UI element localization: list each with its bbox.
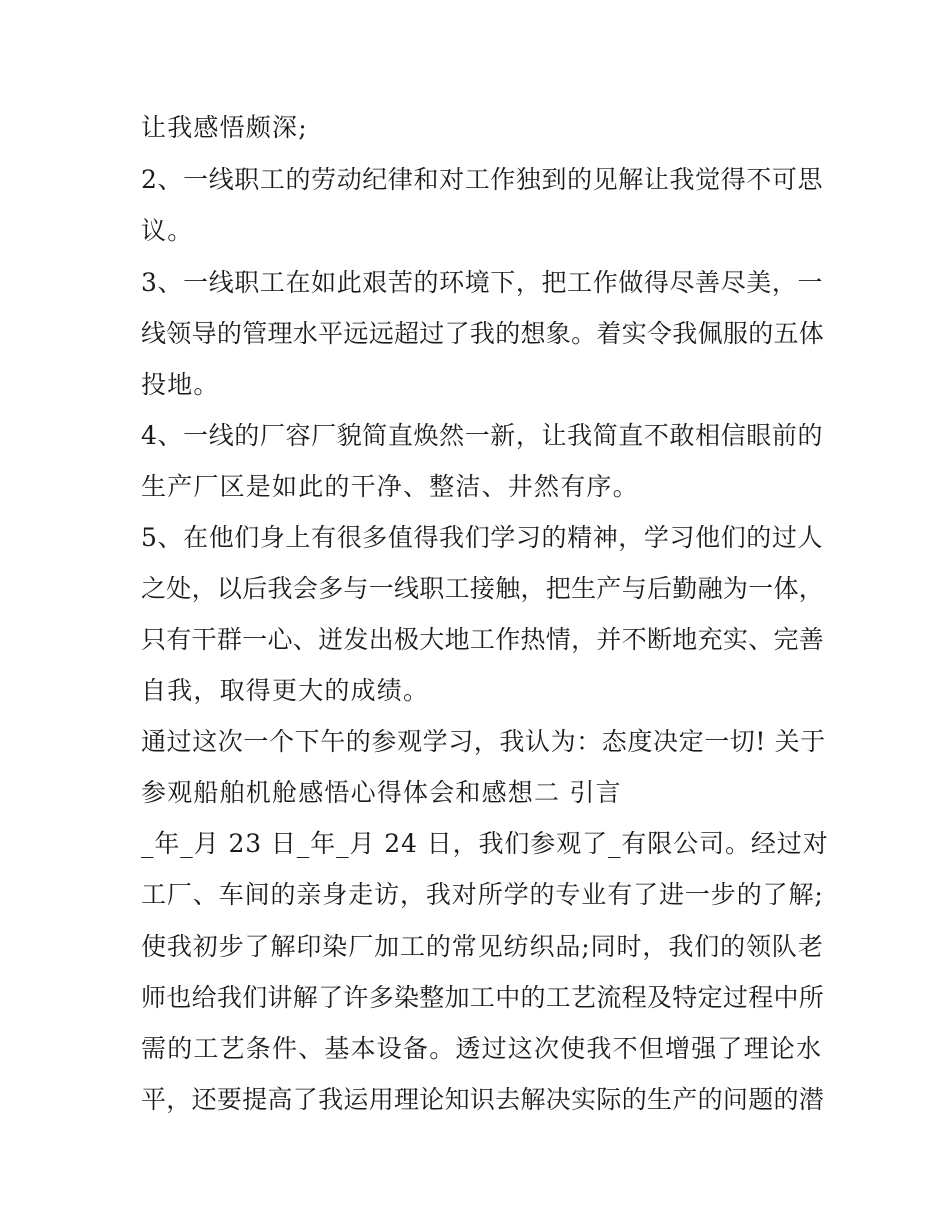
text-line: 通过这次一个下午的参观学习，我认为：态度决定一切! 关于 [141, 727, 826, 756]
text-line: 投地。 [141, 370, 220, 399]
text-line: 工厂、车间的亲身走访，我对所学的专业有了进一步的了解; [141, 880, 824, 909]
text-line: 参观船舶机舱感悟心得体会和感想二 引言 [141, 778, 622, 807]
text-line: 需的工艺条件、基本设备。透过这次使我不但增强了理论水 [141, 1034, 823, 1063]
text-line: 师也给我们讲解了许多染整加工中的工艺流程及特定过程中所 [141, 983, 825, 1012]
text-line: _年_月 23 日_年_月 24 日，我们参观了_有限公司。经过对 [141, 829, 829, 858]
text-line: 5、在他们身上有很多值得我们学习的精神，学习他们的过人 [141, 523, 824, 552]
text-line: 生产厂区是如此的干净、整洁、井然有序。 [141, 472, 639, 501]
text-line: 4、一线的厂容厂貌简直焕然一新，让我简直不敢相信眼前的 [141, 421, 824, 450]
text-line: 自我，取得更大的成绩。 [141, 676, 430, 705]
text-line: 之处，以后我会多与一线职工接触，把生产与后勤融为一体， [141, 574, 825, 603]
text-line: 让我感悟颇深; [141, 113, 308, 142]
text-line: 线领导的管理水平远远超过了我的想象。着实令我佩服的五体 [141, 319, 825, 348]
text-line: 只有干群一心、迸发出极大地工作热情，并不断地充实、完善 [141, 625, 825, 654]
text-line: 使我初步了解印染厂加工的常见纺织品;同时，我们的领队老 [141, 932, 824, 961]
text-line: 2、一线职工的劳动纪律和对工作独到的见解让我觉得不可思 [141, 165, 824, 194]
text-line: 平，还要提高了我运用理论知识去解决实际的生产的问题的潜 [141, 1085, 825, 1114]
text-line: 议。 [141, 216, 194, 245]
text-line: 3、一线职工在如此艰苦的环境下，把工作做得尽善尽美，一 [141, 268, 824, 297]
